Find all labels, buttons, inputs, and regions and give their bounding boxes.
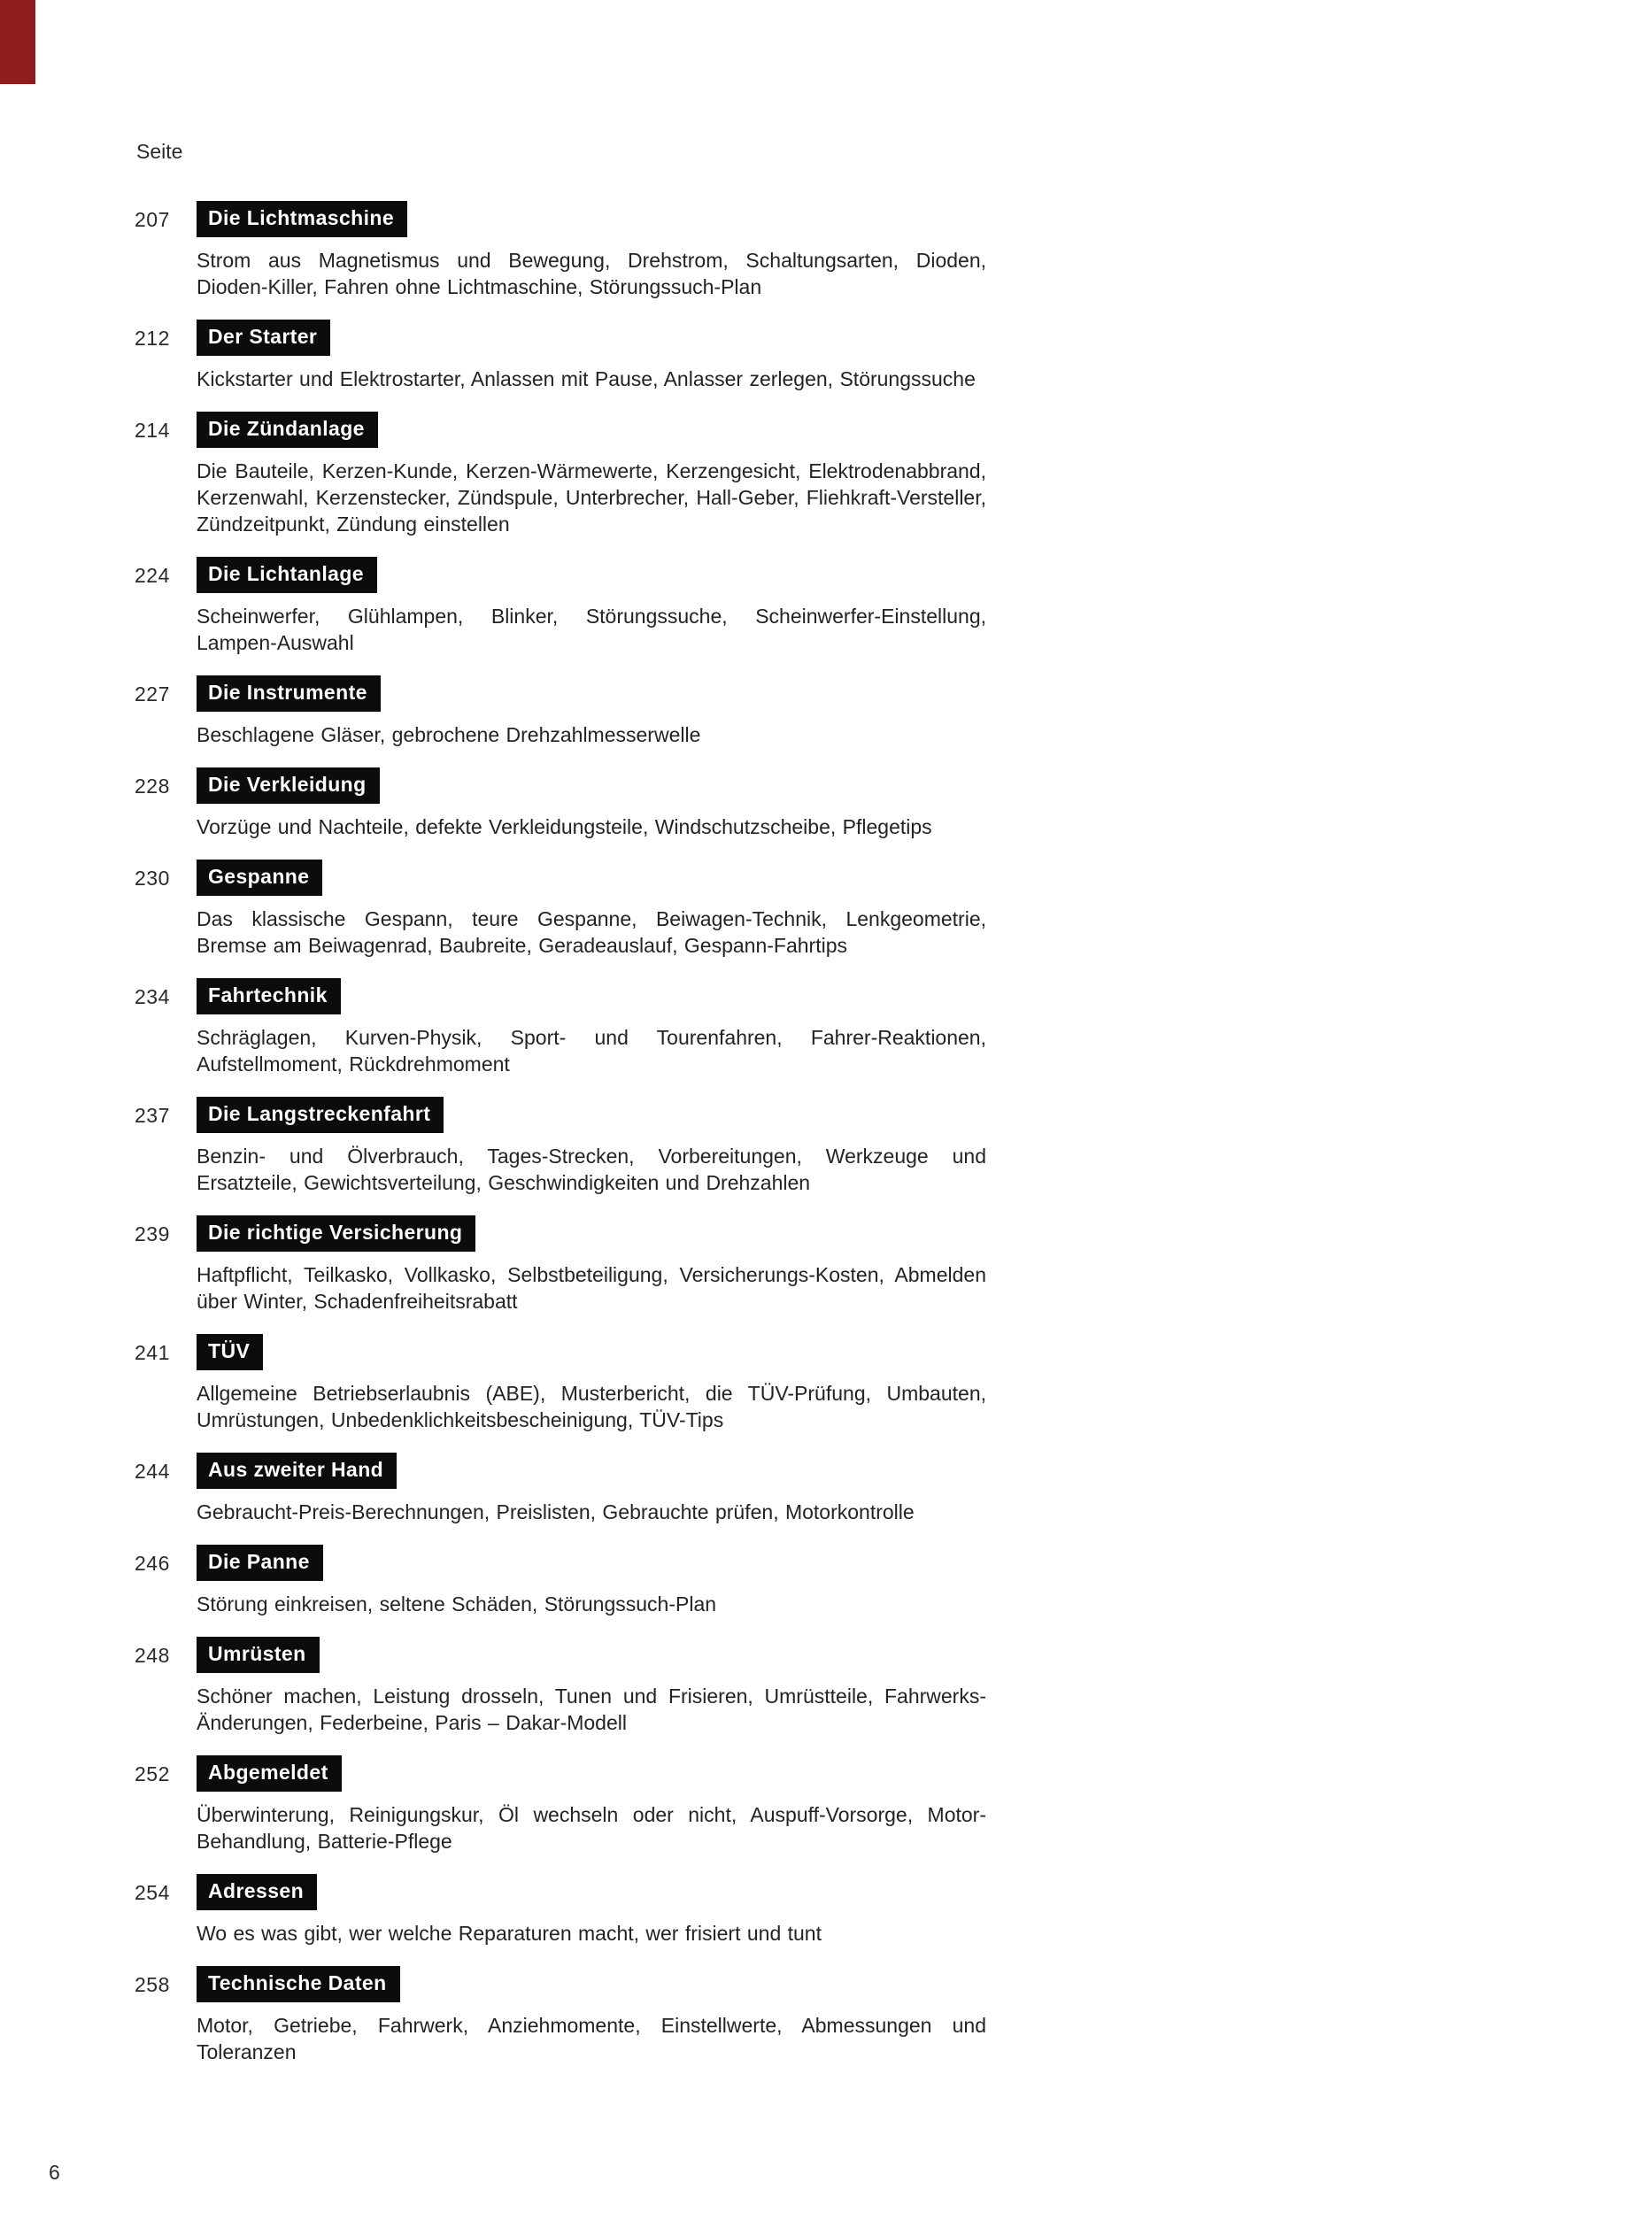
section-description: Haftpflicht, Teilkasko, Vollkasko, Selbstbeteiligung, Versicherungs-Kosten, Abmelden über Winter, Schadenfreiheitsrabatt bbox=[197, 1263, 986, 1313]
toc-entry-body bbox=[197, 1097, 986, 1215]
section-description: Das klassische Gespann, teure Gespanne, Beiwagen-Technik, Lenkgeometrie, Bremse am Beiwagenrad, Baubreite, Geradeauslauf, Gespann-Fahrtips bbox=[197, 907, 986, 957]
section-title-badge: Die Lichtanlage bbox=[197, 557, 377, 593]
toc-entry-body bbox=[197, 675, 986, 767]
section-description: Motor, Getriebe, Fahrwerk, Anziehmomente, Einstellwerte, Abmessungen und Toleranzen bbox=[197, 2014, 986, 2063]
toc-entry-body bbox=[197, 1755, 986, 1874]
toc-page-number: 227 bbox=[135, 682, 170, 706]
section-description: Kickstarter und Elektrostarter, Anlassen mit Pause, Anlasser zerlegen, Störungssuche bbox=[197, 367, 976, 390]
toc-entry-body bbox=[197, 860, 986, 978]
toc-entry bbox=[135, 1755, 986, 1874]
section-title-badge: Gespanne bbox=[197, 860, 322, 896]
section-title-badge: TÜV bbox=[197, 1334, 263, 1370]
section-description: Strom aus Magnetismus und Bewegung, Drehstrom, Schaltungsarten, Dioden, Dioden-Killer, Fahren ohne Lichtmaschine, Störungssuch-Plan bbox=[197, 249, 986, 298]
toc-entry-body bbox=[197, 1215, 986, 1334]
toc-page-number: 228 bbox=[135, 775, 170, 798]
toc-entry-body bbox=[197, 1334, 986, 1453]
toc-entry-body bbox=[197, 1966, 986, 2085]
toc-entry-body bbox=[197, 767, 986, 860]
toc-entry bbox=[135, 1453, 986, 1545]
toc-page-number: 239 bbox=[135, 1222, 170, 1245]
toc-entry bbox=[135, 557, 986, 675]
toc-page-number: 244 bbox=[135, 1460, 170, 1483]
toc-page-number: 246 bbox=[135, 1552, 170, 1575]
toc-entry bbox=[135, 412, 986, 557]
section-description: Störung einkreisen, seltene Schäden, Störungssuch-Plan bbox=[197, 1592, 717, 1615]
toc-entry bbox=[135, 1097, 986, 1215]
toc-entry-body bbox=[197, 1545, 986, 1637]
toc-entry bbox=[135, 860, 986, 978]
section-title-badge: Technische Daten bbox=[197, 1966, 400, 2002]
section-description: Benzin- und Ölverbrauch, Tages-Strecken, Vorbereitungen, Werkzeuge und Ersatzteile, Gewichtsverteilung, Geschwindigkeiten und Drehzahlen bbox=[197, 1145, 986, 1194]
toc-entry-body bbox=[197, 201, 986, 320]
toc-page-number: 252 bbox=[135, 1762, 170, 1785]
section-description: Gebraucht-Preis-Berechnungen, Preislisten, Gebrauchte prüfen, Motorkontrolle bbox=[197, 1500, 915, 1523]
section-description: Wo es was gibt, wer welche Reparaturen macht, wer frisiert und tunt bbox=[197, 1922, 822, 1945]
toc-page-number: 230 bbox=[135, 867, 170, 890]
section-title-badge: Die Panne bbox=[197, 1545, 323, 1581]
toc-list bbox=[135, 201, 986, 2085]
section-title-badge: Adressen bbox=[197, 1874, 317, 1910]
section-description: Überwinterung, Reinigungskur, Öl wechseln oder nicht, Auspuff-Vorsorge, Motor-Behandlung, Batterie-Pflege bbox=[197, 1803, 986, 1853]
toc-entry bbox=[135, 978, 986, 1097]
toc-entry bbox=[135, 1215, 986, 1334]
page-number-footer: 6 bbox=[49, 2161, 60, 2184]
section-title-badge: Aus zweiter Hand bbox=[197, 1453, 397, 1489]
toc-entry bbox=[135, 1874, 986, 1966]
toc-entry-body bbox=[197, 1637, 986, 1755]
column-header-seite: Seite bbox=[136, 140, 183, 163]
section-title-badge: Die Verkleidung bbox=[197, 767, 380, 804]
toc-page-number: 212 bbox=[135, 327, 170, 350]
toc-page-number: 258 bbox=[135, 1973, 170, 1996]
toc-entry bbox=[135, 201, 986, 320]
section-title-badge: Die Langstreckenfahrt bbox=[197, 1097, 444, 1133]
section-description: Scheinwerfer, Glühlampen, Blinker, Störungssuche, Scheinwerfer-Einstellung, Lampen-Auswahl bbox=[197, 605, 986, 654]
toc-page-number: 234 bbox=[135, 985, 170, 1008]
section-description: Allgemeine Betriebserlaubnis (ABE), Musterbericht, die TÜV-Prüfung, Umbauten, Umrüstungen, Unbedenklichkeitsbescheinigung, TÜV-Tips bbox=[197, 1382, 986, 1431]
toc-entry-body bbox=[197, 320, 986, 412]
toc-entry-body bbox=[197, 1874, 986, 1966]
section-description: Schräglagen, Kurven-Physik, Sport- und Tourenfahren, Fahrer-Reaktionen, Aufstellmoment, Rückdrehmoment bbox=[197, 1026, 986, 1076]
toc-entry bbox=[135, 1966, 986, 2085]
section-title-badge: Abgemeldet bbox=[197, 1755, 342, 1792]
toc-entry bbox=[135, 1637, 986, 1755]
toc-entry-body bbox=[197, 412, 986, 557]
section-title-badge: Der Starter bbox=[197, 320, 330, 356]
section-title-badge: Umrüsten bbox=[197, 1637, 320, 1673]
toc-entry-body bbox=[197, 557, 986, 675]
toc-entry bbox=[135, 767, 986, 860]
section-description: Beschlagene Gläser, gebrochene Drehzahlmesserwelle bbox=[197, 723, 701, 746]
toc-entry bbox=[135, 1334, 986, 1453]
section-title-badge: Die Instrumente bbox=[197, 675, 381, 712]
toc-entry-body bbox=[197, 978, 986, 1097]
toc-page-number: 237 bbox=[135, 1104, 170, 1127]
toc-entry bbox=[135, 320, 986, 412]
section-title-badge: Die Lichtmaschine bbox=[197, 201, 407, 237]
toc-page-number: 207 bbox=[135, 208, 170, 231]
toc-page-number: 214 bbox=[135, 419, 170, 442]
section-description: Vorzüge und Nachteile, defekte Verkleidungsteile, Windschutzscheibe, Pflegetips bbox=[197, 815, 932, 838]
toc-entry-body bbox=[197, 1453, 986, 1545]
section-title-badge: Die richtige Versicherung bbox=[197, 1215, 475, 1252]
red-corner-mark bbox=[0, 0, 35, 84]
section-title-badge: Die Zündanlage bbox=[197, 412, 378, 448]
section-description: Schöner machen, Leistung drosseln, Tunen und Frisieren, Umrüstteile, Fahrwerks-Änderungen, Federbeine, Paris – Dakar-Modell bbox=[197, 1685, 986, 1734]
toc-entry bbox=[135, 675, 986, 767]
toc-entry bbox=[135, 1545, 986, 1637]
toc-page bbox=[135, 140, 986, 2085]
toc-page-number: 241 bbox=[135, 1341, 170, 1364]
section-title-badge: Fahrtechnik bbox=[197, 978, 341, 1014]
toc-page-number: 254 bbox=[135, 1881, 170, 1904]
toc-page-number: 224 bbox=[135, 564, 170, 587]
toc-page-number: 248 bbox=[135, 1644, 170, 1667]
section-description: Die Bauteile, Kerzen-Kunde, Kerzen-Wärmewerte, Kerzengesicht, Elektrodenabbrand, Kerzenwahl, Kerzenstecker, Zündspule, Unterbrecher, Hall-Geber, Fliehkraft-Versteller, Zündzeitpunkt, Zündung einstellen bbox=[197, 459, 986, 536]
